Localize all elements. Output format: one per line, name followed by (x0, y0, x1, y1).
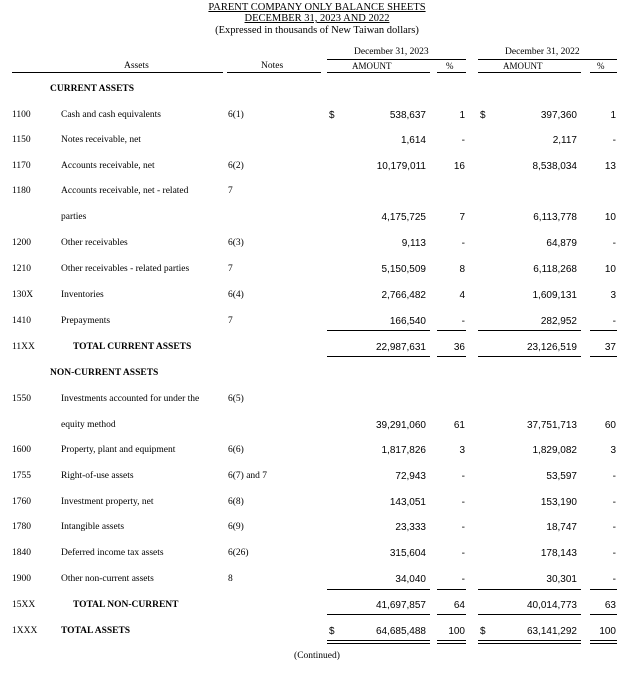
pct-2022: - (612, 316, 616, 327)
amount-2022: 6,113,778 (533, 212, 577, 223)
row-description: parties (61, 212, 87, 222)
row-description: Cash and cash equivalents (61, 110, 161, 120)
subtotal-rule (437, 589, 466, 590)
row-description: Right-of-use assets (61, 471, 134, 481)
total-noncurrent-label: TOTAL NON-CURRENT (73, 600, 179, 610)
amount-2022: 30,301 (546, 574, 577, 585)
subtotal-rule (437, 330, 466, 331)
period1-amount-rule (327, 72, 430, 73)
pct-2023: - (461, 548, 465, 559)
amount-2022: 37,751,713 (526, 420, 577, 431)
row-description: Accounts receivable, net - related (61, 186, 189, 196)
period1-header: December 31, 2023 (354, 47, 429, 57)
pct-2023: 64 (453, 600, 465, 611)
notes-header-rule (227, 72, 321, 73)
period1-header-rule (327, 59, 466, 60)
grand-total-double-rule (437, 640, 466, 644)
row-code: 1755 (12, 471, 31, 481)
row-note: 6(6) (228, 445, 244, 455)
row-note: 6(1) (228, 110, 244, 120)
pct-2023: - (461, 522, 465, 533)
pct-2023: 16 (453, 161, 465, 172)
currency-symbol: $ (480, 626, 486, 637)
amount-2022: 1,609,131 (532, 290, 577, 301)
row-code: 1410 (12, 316, 31, 326)
pct-2023: - (461, 238, 465, 249)
report-title: PARENT COMPANY ONLY BALANCE SHEETS (208, 2, 426, 13)
amount-2023: 143,051 (389, 497, 426, 508)
amount-2023: 166,540 (389, 316, 426, 327)
noncurrent-assets-heading: NON-CURRENT ASSETS (50, 368, 159, 378)
amount-2023: 23,333 (395, 522, 426, 533)
pct-2023: - (461, 316, 465, 327)
amount-2022: 2,117 (552, 135, 577, 146)
period2-pct-rule (590, 72, 617, 73)
row-note: 8 (228, 574, 233, 584)
amount-2023: 10,179,011 (376, 161, 426, 172)
row-description: Intangible assets (61, 522, 125, 532)
notes-column-header: Notes (261, 61, 284, 71)
subtotal-rule (478, 589, 581, 590)
row-code: 130X (12, 290, 34, 300)
total-rule (437, 356, 466, 357)
row-code: 11XX (12, 342, 35, 352)
total-rule (478, 614, 581, 615)
pct-2023: - (461, 471, 465, 482)
pct-2023: 3 (459, 445, 465, 456)
pct-2022: 60 (604, 420, 616, 431)
pct-2022: 63 (604, 600, 616, 611)
subtotal-rule (327, 330, 430, 331)
amount-2023: 5,150,509 (381, 264, 426, 275)
amount-2022: 23,126,519 (526, 342, 577, 353)
currency-symbol: $ (329, 626, 335, 637)
pct-2022: - (612, 471, 616, 482)
total-assets-label: TOTAL ASSETS (61, 626, 131, 636)
amount-2022: 1,829,082 (532, 445, 577, 456)
pct-2023: 1 (459, 110, 465, 121)
currency-symbol: $ (329, 110, 335, 121)
row-code: 15XX (12, 600, 36, 610)
pct-2022: 13 (604, 161, 616, 172)
row-description: Other non-current assets (61, 574, 154, 584)
assets-header-rule (12, 72, 223, 73)
row-code: 1200 (12, 238, 31, 248)
amount-2022: 153,190 (540, 497, 577, 508)
total-rule (478, 356, 581, 357)
total-rule (437, 614, 466, 615)
grand-total-double-rule (327, 640, 430, 644)
row-description: equity method (61, 420, 116, 430)
amount-2022: 64,879 (546, 238, 577, 249)
pct-2022: 3 (610, 290, 616, 301)
row-description: Other receivables (61, 238, 128, 248)
row-note: 6(8) (228, 497, 244, 507)
amount-2022: 63,141,292 (526, 626, 577, 637)
amount-2022: 178,143 (540, 548, 577, 559)
amount-2023: 1,817,826 (381, 445, 426, 456)
row-code: 1900 (12, 574, 31, 584)
total-rule (327, 356, 430, 357)
row-code: 1150 (12, 135, 31, 145)
pct-2022: - (612, 522, 616, 533)
row-note: 6(9) (228, 522, 244, 532)
pct-2022: 37 (604, 342, 616, 353)
amount-2023: 9,113 (401, 238, 426, 249)
subtotal-rule (327, 589, 430, 590)
total-rule (327, 614, 430, 615)
row-code: 1780 (12, 522, 31, 532)
row-note: 7 (228, 316, 233, 326)
amount-2022: 18,747 (546, 522, 577, 533)
row-description: Inventories (61, 290, 104, 300)
row-note: 6(5) (228, 394, 244, 404)
pct-2022: - (612, 497, 616, 508)
row-code: 1XXX (12, 626, 38, 636)
period1-pct-header: % (446, 61, 454, 71)
row-description: Notes receivable, net (61, 135, 141, 145)
amount-2023: 22,987,631 (375, 342, 426, 353)
report-date: DECEMBER 31, 2023 AND 2022 (244, 13, 390, 24)
row-note: 7 (228, 186, 233, 196)
pct-2022: 3 (610, 445, 616, 456)
pct-2022: 1 (610, 110, 616, 121)
total-rule (590, 356, 617, 357)
row-code: 1100 (12, 110, 31, 120)
row-note: 6(3) (228, 238, 244, 248)
pct-2023: 8 (459, 264, 465, 275)
pct-2022: 10 (604, 212, 616, 223)
pct-2023: 61 (453, 420, 465, 431)
amount-2023: 4,175,725 (381, 212, 426, 223)
amount-2022: 397,360 (540, 110, 577, 121)
row-note: 6(2) (228, 161, 244, 171)
subtotal-rule (478, 330, 581, 331)
pct-2022: - (612, 548, 616, 559)
row-description: Property, plant and equipment (61, 445, 176, 455)
current-assets-heading: CURRENT ASSETS (50, 84, 135, 94)
row-description: Prepayments (61, 316, 111, 326)
period2-header: December 31, 2022 (505, 47, 580, 57)
row-description: Investments accounted for under the (61, 394, 200, 404)
row-note: 6(7) and 7 (228, 471, 268, 481)
pct-2023: 4 (459, 290, 465, 301)
row-description: Other receivables - related parties (61, 264, 190, 274)
period2-amount-rule (478, 72, 581, 73)
row-code: 1840 (12, 548, 31, 558)
amount-2023: 39,291,060 (375, 420, 426, 431)
amount-2022: 53,597 (546, 471, 577, 482)
row-code: 1180 (12, 186, 31, 196)
row-code: 1600 (12, 445, 31, 455)
pct-2023: - (461, 497, 465, 508)
pct-2022: 100 (599, 626, 616, 637)
row-note: 7 (228, 264, 233, 274)
period1-pct-rule (437, 72, 466, 73)
period2-pct-header: % (597, 61, 605, 71)
grand-total-double-rule (478, 640, 581, 644)
pct-2022: - (612, 238, 616, 249)
pct-2022: - (612, 135, 616, 146)
amount-2023: 41,697,857 (375, 600, 426, 611)
amount-2022: 282,952 (540, 316, 577, 327)
amount-2023: 2,766,482 (381, 290, 426, 301)
grand-total-double-rule (590, 640, 617, 644)
amount-2022: 6,118,268 (533, 264, 577, 275)
row-note: 6(26) (228, 548, 249, 558)
row-code: 1760 (12, 497, 31, 507)
pct-2023: 7 (459, 212, 465, 223)
total-rule (590, 614, 617, 615)
amount-2023: 1,614 (400, 135, 426, 146)
amount-2023: 538,637 (389, 110, 426, 121)
pct-2022: 10 (604, 264, 616, 275)
period2-header-rule (478, 59, 617, 60)
amount-2022: 40,014,773 (526, 600, 577, 611)
pct-2023: 36 (453, 342, 465, 353)
report-unit: (Expressed in thousands of New Taiwan dollars) (215, 25, 419, 36)
amount-2023: 34,040 (395, 574, 426, 585)
pct-2023: - (461, 574, 465, 585)
subtotal-rule (590, 589, 617, 590)
row-code: 1170 (12, 161, 31, 171)
amount-2023: 72,943 (395, 471, 426, 482)
assets-column-header: Assets (124, 61, 149, 71)
total-current-assets-label: TOTAL CURRENT ASSETS (73, 342, 192, 352)
row-code: 1550 (12, 394, 31, 404)
pct-2023: - (461, 135, 465, 146)
row-description: Deferred income tax assets (61, 548, 164, 558)
continued-note: (Continued) (294, 651, 340, 661)
amount-2022: 8,538,034 (532, 161, 577, 172)
row-code: 1210 (12, 264, 31, 274)
period1-amount-header: AMOUNT (352, 61, 392, 71)
row-note: 6(4) (228, 290, 244, 300)
pct-2022: - (612, 574, 616, 585)
row-description: Accounts receivable, net (61, 161, 155, 171)
subtotal-rule (590, 330, 617, 331)
pct-2023: 100 (448, 626, 465, 637)
amount-2023: 315,604 (389, 548, 426, 559)
period2-amount-header: AMOUNT (503, 61, 543, 71)
currency-symbol: $ (480, 110, 486, 121)
row-description: Investment property, net (61, 497, 154, 507)
amount-2023: 64,685,488 (375, 626, 426, 637)
